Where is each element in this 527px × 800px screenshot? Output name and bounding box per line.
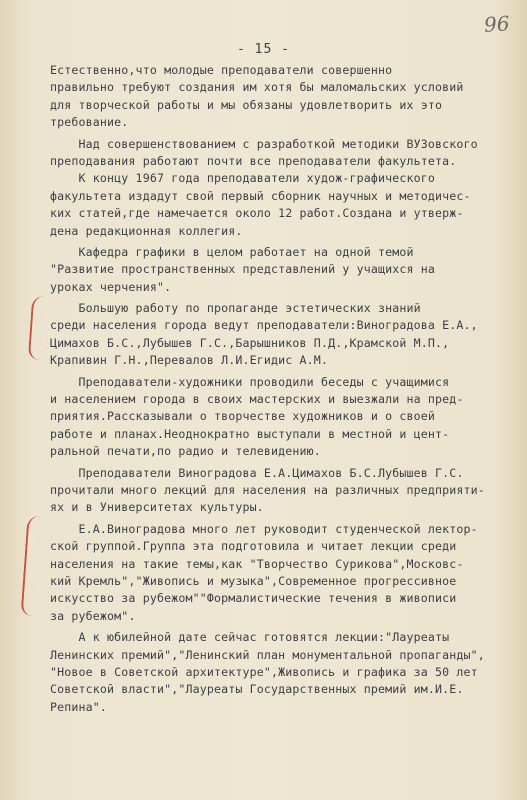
- text-line: дена редакционная коллегия.: [50, 223, 243, 238]
- text-line: среди населения города ведут преподаватели:Виноградова Е.А.,: [50, 318, 478, 333]
- text-line: Кафедра графики в целом работает на одной темой: [50, 244, 414, 259]
- text-line: Преподаватели-художники проводили беседы с учащимися: [50, 374, 450, 389]
- text-line: ких статей,где намечается около 12 работ.Создана и утверж-: [50, 206, 464, 221]
- paragraph: [50, 244, 515, 296]
- paragraph: [50, 374, 515, 461]
- page-number: - 15 -: [237, 42, 290, 57]
- text-line: Естественно,что молодые преподаватели совершенно: [50, 63, 393, 77]
- paragraph: [50, 62, 515, 132]
- text-line: "Новое в Советской архитектуре",Живопись и графика за 50 лет: [50, 664, 478, 679]
- text-line: искусство за рубежом""Формалистические течения в живописи: [50, 591, 457, 606]
- text-line: "Развитие пространственных представлений у учащихся на: [50, 262, 436, 277]
- text-line: факультета издадут свой первый сборник научных и методичес-: [50, 188, 471, 203]
- paragraph: [50, 136, 515, 171]
- margin-bracket-mark: [21, 516, 40, 616]
- text-line: ях и в Университетах культуры.: [50, 500, 264, 515]
- sheet-number-annotation: 96: [482, 11, 510, 37]
- text-line: Репина".: [50, 699, 108, 714]
- text-line: для творческой работы и мы обязаны удовлетворить их это: [50, 97, 443, 112]
- paragraph: [50, 170, 515, 240]
- document-body: [50, 62, 515, 716]
- paragraph: [50, 521, 515, 625]
- text-line: Ленинских премий","Ленинский план монументальной пропаганды",: [50, 647, 485, 662]
- text-line: населения на такие темы,как "Творчество Сурикова",Московс-: [50, 556, 464, 571]
- text-line: Е.А.Виноградова много лет руководит студенческой лектор-: [50, 521, 478, 536]
- text-line: Большую работу по пропаганде эстетических знаний: [50, 301, 421, 316]
- margin-bracket-mark: [28, 296, 44, 360]
- text-line: Над совершенствованием с разработкой методики ВУЗовского: [50, 136, 478, 151]
- text-line: уроках черчения".: [50, 279, 172, 294]
- paragraph: [50, 300, 515, 370]
- paragraph: [50, 465, 515, 517]
- text-line: Советской власти","Лауреаты Государственных премий им.И.Е.: [50, 682, 464, 697]
- text-line: ской группой.Группа эта подготовила и читает лекции среди: [50, 539, 457, 554]
- text-line: преподавания работают почти все преподаватели факультета.: [50, 153, 457, 168]
- paragraph: [50, 629, 515, 716]
- text-line: и населением города в своих мастерских и выезжали на пред-: [50, 392, 464, 407]
- text-line: кий Кремль","Живопись и музыка",Современное прогрессивное: [50, 573, 457, 588]
- text-line: ральной печати,по радио и телевидению.: [50, 444, 321, 459]
- text-line: за рубежом".: [50, 608, 136, 623]
- text-line: работе и планах.Неоднократно выступали в местной и цент-: [50, 426, 450, 441]
- text-line: требование.: [50, 115, 129, 130]
- text-line: прочитали много лекций для населения на различных предприяти-: [50, 482, 485, 497]
- text-line: правильно требуют создания им хотя бы маломальских условий: [50, 80, 464, 95]
- text-line: К концу 1967 года преподаватели худож-графического: [50, 171, 436, 186]
- text-line: Крапивин Г.Н.,Перевалов Л.И.Егидис А.М.: [50, 353, 329, 368]
- text-line: Цимахов Б.С.,Лубышев Г.С.,Барышников П.Д.,Крамской М.П.,: [50, 335, 450, 350]
- text-line: Преподаватели Виноградова Е.А.Цимахов Б.С.Лубышев Г.С.: [50, 465, 464, 480]
- text-line: приятия.Рассказывали о творчестве художников и о своей: [50, 409, 436, 424]
- text-line: А к юбилейной дате сейчас готовятся лекции:"Лауреаты: [50, 630, 450, 645]
